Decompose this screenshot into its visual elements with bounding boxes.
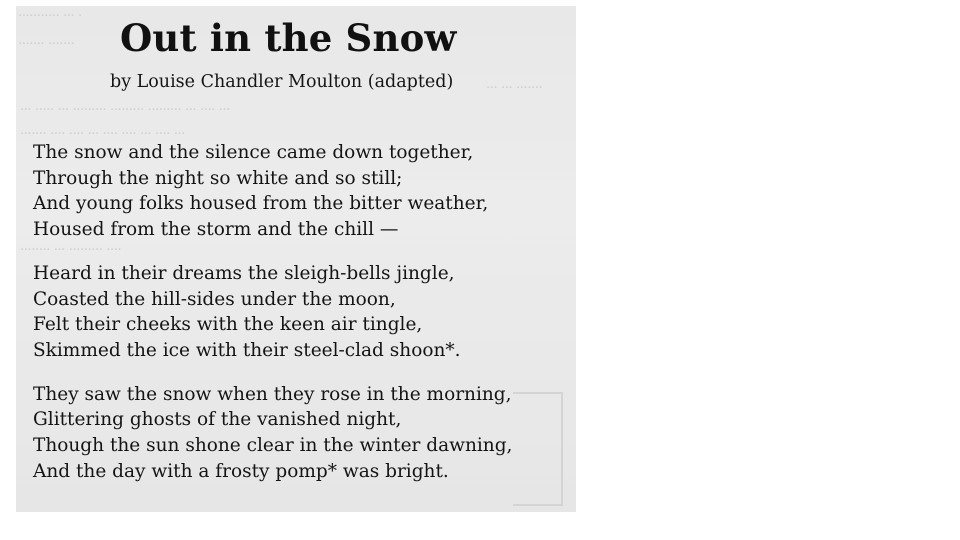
stanza — [33, 382, 512, 485]
bleed-through-text: ··········· ··· · — [18, 8, 82, 24]
poem-line: Through the night so white and so still; — [33, 167, 403, 189]
bleed-through-text: ··· ··· ······· — [486, 80, 543, 96]
poem-line: Felt their cheeks with the keen air tingle, — [33, 314, 423, 336]
poem-body — [33, 140, 512, 502]
bleed-through-text: ······· ···· ···· ··· ···· ···· ··· ···· ··· — [20, 126, 185, 142]
poem-byline: by Louise Chandler Moulton (adapted) — [110, 72, 454, 92]
poem-line: The snow and the silence came down together, — [33, 142, 474, 163]
poem-line: Heard in their dreams the sleigh-bells jingle, — [33, 262, 455, 284]
poem-title: Out in the Snow — [120, 16, 457, 60]
poem-line: They saw the snow when they rose in the morning, — [33, 383, 512, 405]
bleed-through-box — [513, 392, 563, 506]
bleed-through-text: ··· ····· ··· ········· ········· ········· ··· ···· ··· — [20, 102, 230, 118]
poem-line: Housed from the storm and the chill — — [33, 219, 399, 241]
stanza — [33, 261, 512, 364]
poem-line: Skimmed the ice with their steel-clad shoon*. — [33, 339, 461, 361]
poem-line: Coasted the hill-sides under the moon, — [33, 288, 396, 310]
poem-line: And young folks housed from the bitter weather, — [33, 193, 489, 215]
poem-line: Though the sun shone clear in the winter dawning, — [33, 435, 513, 457]
bleed-through-text: ······· ······· — [18, 36, 75, 52]
poem-line: And the day with a frosty pomp* was bright. — [33, 460, 449, 482]
poem-photo — [16, 6, 576, 512]
stanza — [33, 140, 512, 243]
bleed-through-text: ········ ··· ········· ···· — [20, 242, 122, 258]
poem-line: Glittering ghosts of the vanished night, — [33, 409, 402, 431]
